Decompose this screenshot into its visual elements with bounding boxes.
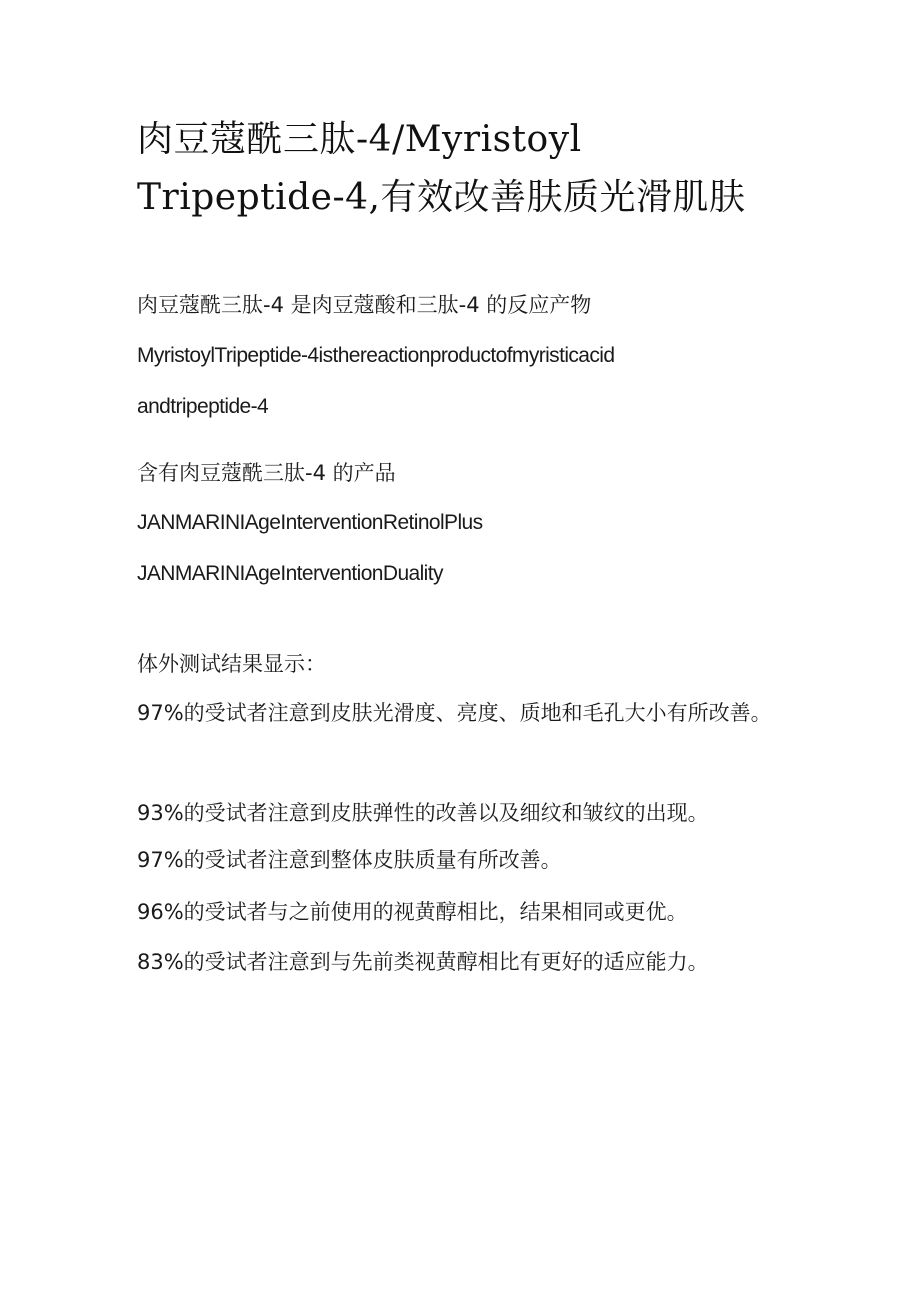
result-item: 96%的受试者与之前使用的视黄醇相比，结果相同或更优。: [137, 900, 688, 924]
intro-chinese: 肉豆蔻酰三肽-4 是肉豆蔻酸和三肽-4 的反应产物: [137, 293, 592, 317]
document-title: [137, 111, 857, 227]
products-heading: 含有肉豆蔻酰三肽-4 的产品: [137, 461, 396, 485]
title-line-2: Tripeptide-4,有效改善肤质光滑肌肤: [137, 177, 746, 218]
result-item: 93%的受试者注意到皮肤弹性的改善以及细纹和皱纹的出现。: [137, 801, 709, 825]
intro-english-line-2: andtripeptide-4: [137, 395, 269, 418]
product-item: JANMARINIAgeInterventionRetinolPlus: [137, 511, 483, 534]
result-item: 97%的受试者注意到皮肤光滑度、亮度、质地和毛孔大小有所改善。: [137, 701, 772, 725]
title-line-1: 肉豆蔻酰三肽-4/Myristoyl: [137, 119, 582, 160]
intro-english-line-1: MyristoylTripeptide-4isthereactionproductofmyristicacid: [137, 344, 615, 367]
result-item: 83%的受试者注意到与先前类视黄醇相比有更好的适应能力。: [137, 950, 709, 974]
product-item: JANMARINIAgeInterventionDuality: [137, 562, 443, 585]
result-item: 97%的受试者注意到整体皮肤质量有所改善。: [137, 848, 562, 872]
results-heading: 体外测试结果显示：: [137, 652, 326, 676]
